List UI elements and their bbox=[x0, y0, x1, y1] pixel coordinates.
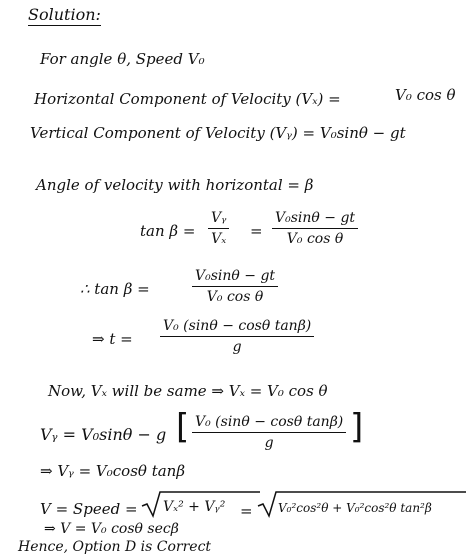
eq3-lhs: ⇒ t = bbox=[92, 330, 133, 348]
line-angle-speed: For angle θ, Speed V₀ bbox=[40, 50, 205, 68]
eq5-fraction bbox=[192, 414, 346, 451]
line-horizontal-component: Horizontal Component of Velocity (Vₓ) = bbox=[34, 90, 341, 108]
eq3-denominator: g bbox=[232, 339, 242, 355]
eq6-line: ⇒ Vᵧ = V₀cosθ tanβ bbox=[40, 462, 185, 480]
solution-heading: Solution: bbox=[28, 5, 101, 24]
eq1-f2-denominator: V₀ cos θ bbox=[286, 231, 344, 247]
eq8-line: ⇒ V = V₀ cosθ secβ bbox=[44, 521, 179, 537]
eq2-denominator: V₀ cos θ bbox=[206, 289, 264, 305]
eq2-lhs: ∴ tan β = bbox=[80, 280, 150, 298]
eq1-lhs: tan β = bbox=[140, 222, 196, 240]
eq4-line: Now, Vₓ will be same ⇒ Vₓ = V₀ cos θ bbox=[48, 382, 328, 400]
eq3-numerator: V₀ (sinθ − cosθ tanβ) bbox=[160, 318, 314, 337]
eq5-denominator: g bbox=[264, 435, 274, 451]
eq5-numerator: V₀ (sinθ − cosθ tanβ) bbox=[192, 414, 346, 433]
eq7-equals: = bbox=[240, 502, 253, 520]
eq1-fraction-vy-vx bbox=[208, 210, 229, 247]
conclusion-line: Hence, Option D is Correct bbox=[18, 539, 212, 555]
eq5-right-bracket: ] bbox=[350, 407, 364, 447]
eq2-numerator: V₀sinθ − gt bbox=[192, 268, 278, 287]
eq1-f1-numerator: Vᵧ bbox=[208, 210, 229, 229]
eq7-radicand-2: V₀²cos²θ + V₀²cos²θ tan²β bbox=[278, 501, 432, 515]
eq2-fraction bbox=[192, 268, 278, 305]
line-angle-velocity: Angle of velocity with horizontal = β bbox=[36, 176, 314, 194]
eq7-lhs: V = Speed = bbox=[40, 500, 138, 518]
eq1-f2-numerator: V₀sinθ − gt bbox=[272, 210, 358, 229]
eq3-fraction bbox=[160, 318, 314, 355]
eq7-radicand-1: Vₓ² + Vᵧ² bbox=[163, 499, 226, 515]
line-horizontal-value: V₀ cos θ bbox=[395, 86, 456, 104]
eq1-equals: = bbox=[250, 222, 263, 240]
eq1-f1-denominator: Vₓ bbox=[211, 231, 227, 247]
line-vertical-component: Vertical Component of Velocity (Vᵧ) = V₀sinθ − gt bbox=[30, 124, 406, 142]
eq1-fraction-expanded bbox=[272, 210, 358, 247]
eq5-lhs: Vᵧ = V₀sinθ − g bbox=[40, 425, 167, 444]
eq5-left-bracket: [ bbox=[176, 407, 190, 447]
